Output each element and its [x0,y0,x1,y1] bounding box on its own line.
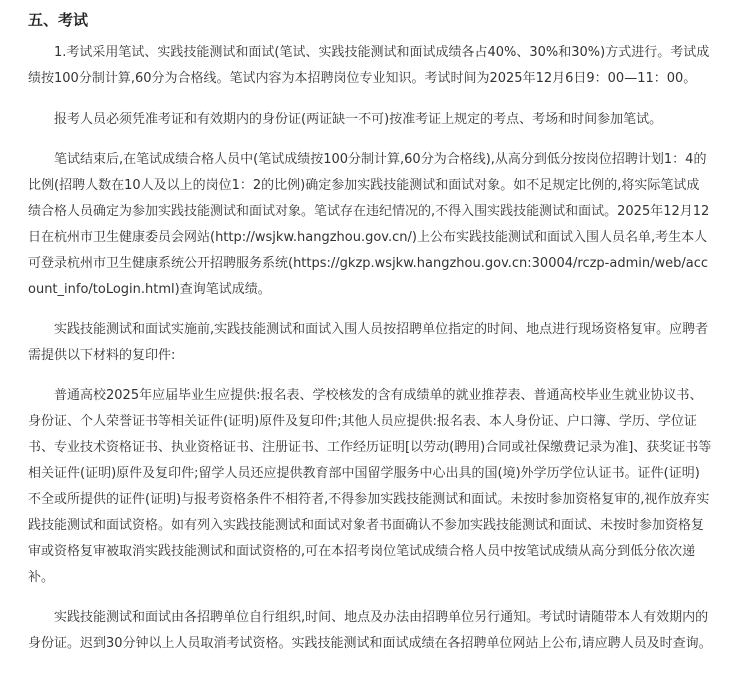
paragraph-materials: 普通高校2025年应届毕业生应提供:报名表、学校核发的含有成绩单的就业推荐表、普通高校毕业生就业协议书、身份证、个人荣誉证书等相关证件(证明)原件及复印件;其他人员应提供:报名表、本人身份证、户口簿、学历、学位证书、专业技术资格证书、执业资格证书、注册证书、工作经历证明[以劳动(聘用)合同或社保缴费记录为准]、获奖证书等相关证件(证明)原件及复印件;留学人员还应提供教育部中国留学服务中心出具的国(境)外学历学位认证书。证件(证明)不全或所提供的证件(证明)与报考资格条件不相符者,不得参加实践技能测试和面试。未按时参加资格复审的,视作放弃实践技能测试和面试资格。如有列入实践技能测试和面试对象者书面确认不参加实践技能测试和面试、未按时参加资格复审或资格复审被取消实践技能测试和面试资格的,可在本招考岗位笔试成绩合格人员中按笔试成绩从高分到低分依次递补。 [28,388,712,585]
paragraph-organization: 实践技能测试和面试由各招聘单位自行组织,时间、地点及办法由招聘单位另行通知。考试时请随带本人有效期内的身份证。迟到30分钟以上人员取消考试资格。实践技能测试和面试成绩在各招聘单位网站上公布,请应聘人员及时查询。 [28,610,712,651]
section-title: 五、考试 [28,11,89,29]
paragraph-id-requirement: 报考人员必须凭准考证和有效期内的身份证(两证缺一不可)按准考证上规定的考点、考场和时间参加笔试。 [54,112,663,127]
paragraph-qualification-review: 实践技能测试和面试实施前,实践技能测试和面试入围人员按招聘单位指定的时间、地点进行现场资格复审。应聘者需提供以下材料的复印件: [28,322,709,363]
paragraph-exam-method: 1.考试采用笔试、实践技能测试和面试(笔试、实践技能测试和面试成绩各占40%、30%和30%)方式进行。考试成绩按100分制计算,60分为合格线。笔试内容为本招聘岗位专业知识。考试时间为2025年12月6日9：00—11：00。 [28,45,710,86]
paragraph-written-results: 笔试结束后,在笔试成绩合格人员中(笔试成绩按100分制计算,60分为合格线),从高分到低分按岗位招聘计划1：4的比例(招聘人数在10人及以上的岗位1：2的比例)确定参加实践技能测试和面试对象。如不足规定比例的,将实际笔试成绩合格人员确定为参加实践技能测试和面试对象。笔试存在违纪情况的,不得入围实践技能测试和面试。2025年12月12日在杭州市卫生健康委员会网站(http://wsjkw.hangzhou.gov.cn/)上公布实践技能测试和面试入围人员名单,考生本人可登录杭州市卫生健康系统公开招聘服务系统(https://gkzp.wsjkw.hangzhou.gov.cn:30004/rczp-admin/web/account_info/toLogin.html)查询笔试成绩。 [28,152,710,297]
